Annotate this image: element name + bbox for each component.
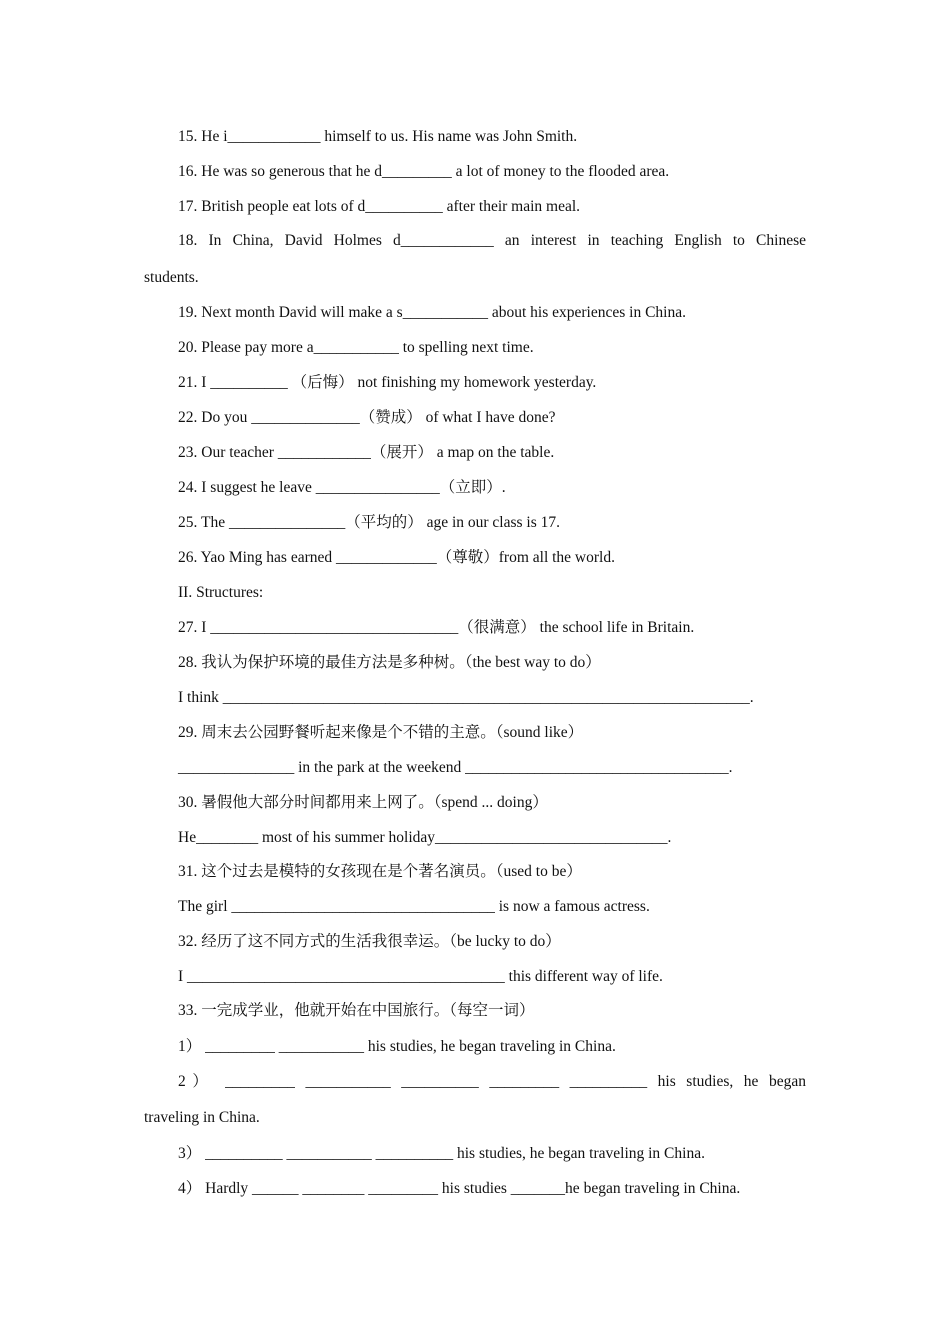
question-21: 21. I __________ （后悔） not finishing my homework yesterday. <box>178 374 597 391</box>
question-18-text: 18. In China, David Holmes d____________ an interest in teaching English to Chinese <box>178 232 806 249</box>
question-23: 23. Our teacher ____________（展开） a map on the table. <box>178 444 555 461</box>
question-33-item-4: 4） Hardly ______ ________ _________ his studies _______he began traveling in China. <box>178 1180 741 1197</box>
question-31-prompt: 31. 这个过去是模特的女孩现在是个著名演员。（used to be） <box>178 863 582 880</box>
question-18 <box>178 231 806 251</box>
question-31-answer: The girl __________________________________ is now a famous actress. <box>178 898 650 915</box>
question-33-item-3: 3） __________ ___________ __________ his studies, he began traveling in China. <box>178 1145 705 1162</box>
question-27: 27. I ________________________________（很满意） the school life in Britain. <box>178 619 695 636</box>
question-33-prompt: 33. 一完成学业，他就开始在中国旅行。（每空一词） <box>178 1002 535 1019</box>
question-17: 17. British people eat lots of d__________ after their main meal. <box>178 198 581 215</box>
question-19: 19. Next month David will make a s___________ about his experiences in China. <box>178 304 686 321</box>
question-30-prompt: 30. 暑假他大部分时间都用来上网了。（spend ... doing） <box>178 794 548 811</box>
question-33-item-2-continuation: traveling in China. <box>144 1109 260 1126</box>
question-33-item-1: 1） _________ ___________ his studies, he began traveling in China. <box>178 1038 616 1055</box>
question-22: 22. Do you ______________（赞成） of what I have done? <box>178 409 556 426</box>
question-33-item-2 <box>178 1072 806 1092</box>
question-24: 24. I suggest he leave ________________（立即）. <box>178 479 506 496</box>
question-30-answer: He________ most of his summer holiday______________________________. <box>178 829 672 846</box>
question-29-prompt: 29. 周末去公园野餐听起来像是个不错的主意。（sound like） <box>178 724 584 741</box>
question-33-item-2-text: 2） _________ ___________ __________ _________ __________ his studies, he began <box>178 1073 806 1090</box>
question-25: 25. The _______________（平均的） age in our class is 17. <box>178 514 561 531</box>
question-26: 26. Yao Ming has earned _____________（尊敬）from all the world. <box>178 549 615 566</box>
question-28-answer: I think ____________________________________________________________________. <box>178 689 754 706</box>
question-18-continuation: students. <box>144 269 199 286</box>
question-28-prompt: 28. 我认为保护环境的最佳方法是多种树。（the best way to do） <box>178 654 601 671</box>
question-32-prompt: 32. 经历了这不同方式的生活我很幸运。（be lucky to do） <box>178 933 561 950</box>
question-29-answer: _______________ in the park at the weekend __________________________________. <box>178 759 733 776</box>
question-15: 15. He i____________ himself to us. His name was John Smith. <box>178 128 578 145</box>
question-20: 20. Please pay more a___________ to spelling next time. <box>178 339 534 356</box>
question-32-answer: I _________________________________________ this different way of life. <box>178 968 663 985</box>
question-16: 16. He was so generous that he d_________ a lot of money to the flooded area. <box>178 163 670 180</box>
section-heading-structures: II. Structures: <box>178 584 264 601</box>
